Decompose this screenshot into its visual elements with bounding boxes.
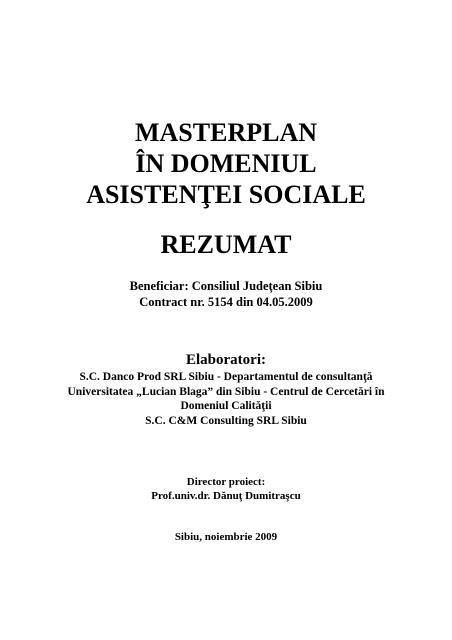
- director-name: Prof.univ.dr. Dănuţ Dumitraşcu: [151, 489, 301, 502]
- director-section: [0, 476, 452, 503]
- document-subtitle: REZUMAT: [160, 230, 292, 259]
- elaborators-list: [0, 370, 452, 428]
- elaborator-line-4: S.C. C&M Consulting SRL Sibiu: [145, 414, 307, 427]
- document-title: [0, 117, 452, 210]
- elaborator-line-1: S.C. Danco Prod SRL Sibiu - Departamentul de consultanţă: [79, 371, 373, 383]
- director-label: Director proiect:: [186, 476, 266, 488]
- elaborators-heading: Elaboratori:: [186, 352, 266, 368]
- beneficiary-text: Beneficiar: Consiliul Judeţean Sibiu: [129, 279, 323, 293]
- contract-text: Contract nr. 5154 din 04.05.2009: [139, 295, 313, 309]
- title-line-2: ÎN DOMENIUL: [135, 149, 317, 178]
- beneficiary-section: [0, 278, 452, 310]
- title-line-3: ASISTENŢEI SOCIALE: [86, 180, 366, 209]
- elaborator-line-3: Domeniul Calităţii: [180, 400, 272, 412]
- title-line-1: MASTERPLAN: [134, 118, 317, 147]
- document-date: Sibiu, noiembrie 2009: [174, 531, 278, 543]
- elaborator-line-2: Universitatea „Lucian Blaga” din Sibiu - Centrul de Cercetări în: [67, 385, 385, 398]
